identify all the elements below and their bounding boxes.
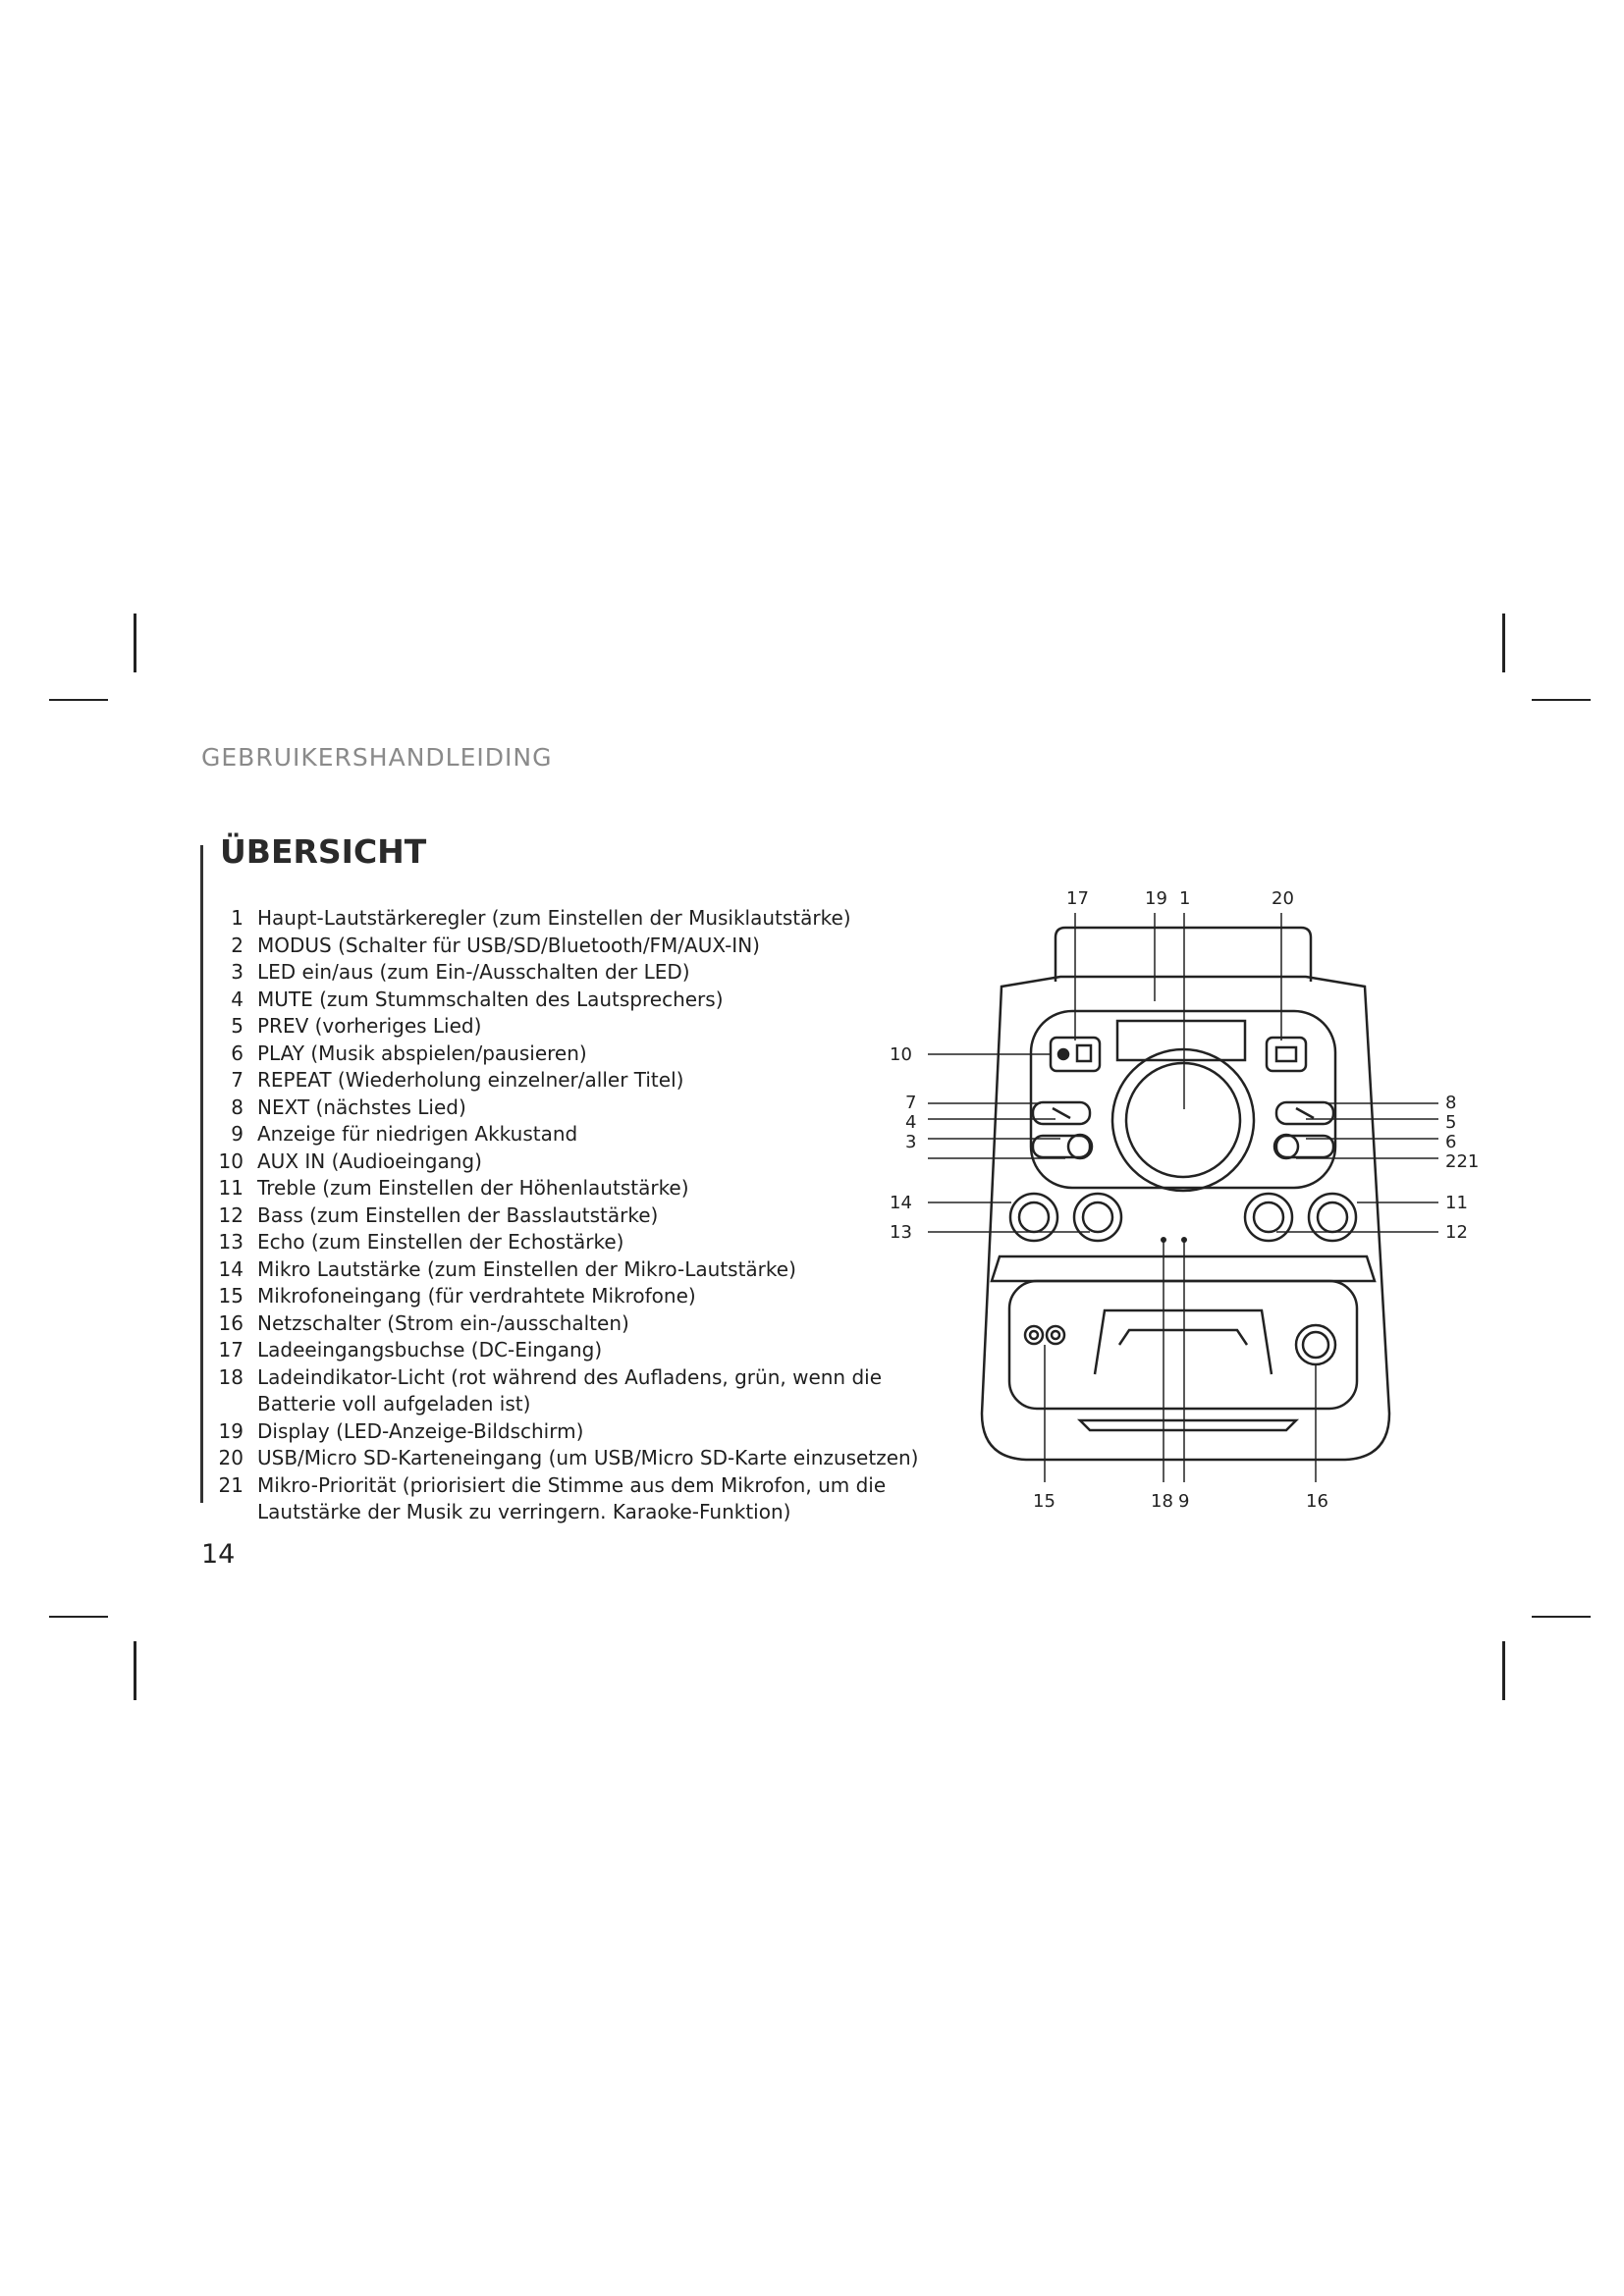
item-text: Mikro-Priorität (priorisiert die Stimme aus dem Mikrofon, um die Lautstärke der Musik zu verringern. Karaoke-Funktion) — [257, 1472, 887, 1523]
callout-11: 11 — [1445, 1193, 1468, 1213]
callout-9: 9 — [1178, 1491, 1190, 1512]
front-band — [992, 1256, 1375, 1281]
list-item — [216, 1013, 923, 1041]
callout-4: 4 — [905, 1112, 917, 1133]
list-item — [216, 1229, 923, 1256]
item-text: Treble (zum Einstellen der Höhenlautstärke) — [257, 1176, 689, 1200]
callout-12: 12 — [1445, 1222, 1468, 1243]
speaker-diagram — [884, 879, 1492, 1526]
callout-16: 16 — [1306, 1491, 1328, 1512]
title-accent-bar — [200, 845, 203, 1503]
item-number: 16 — [218, 1310, 244, 1335]
callout-3: 3 — [905, 1132, 917, 1152]
callout-6: 6 — [1445, 1132, 1457, 1152]
list-item — [216, 1095, 923, 1122]
list-item — [216, 1202, 923, 1230]
page-title: ÜBERSICHT — [220, 832, 427, 871]
callout-20: 20 — [1272, 888, 1294, 909]
item-number: 3 — [231, 960, 244, 984]
echo-knob — [1074, 1194, 1121, 1241]
list-item — [216, 933, 923, 960]
crop-mark — [134, 614, 136, 672]
item-text: Display (LED-Anzeige-Bildschirm) — [257, 1418, 584, 1443]
list-item — [216, 1283, 923, 1310]
item-number: 8 — [231, 1095, 244, 1119]
item-number: 14 — [218, 1256, 244, 1281]
mic-jack — [1025, 1326, 1043, 1344]
item-text: Mikrofoneingang (für verdrahtete Mikrofone) — [257, 1284, 696, 1308]
crop-mark — [1532, 699, 1591, 701]
item-text: USB/Micro SD-Karteneingang (um USB/Micro SD-Karte einzusetzen) — [257, 1446, 919, 1469]
item-number: 19 — [218, 1418, 244, 1443]
list-item — [216, 1148, 923, 1176]
item-text: REPEAT (Wiederholung einzelner/aller Titel) — [257, 1068, 684, 1092]
item-number: 11 — [218, 1176, 244, 1200]
callout-21: 221 — [1445, 1151, 1480, 1172]
item-text: NEXT (nächstes Lied) — [257, 1095, 466, 1119]
item-text: Echo (zum Einstellen der Echostärke) — [257, 1230, 624, 1254]
callout-8: 8 — [1445, 1093, 1457, 1113]
carry-handle — [1056, 928, 1311, 982]
item-text: MUTE (zum Stummschalten des Lautsprechers) — [257, 987, 724, 1011]
item-number: 1 — [231, 906, 244, 930]
callout-18: 18 — [1151, 1491, 1173, 1512]
list-item — [216, 1121, 923, 1148]
component-list — [216, 905, 923, 1526]
item-text: Bass (zum Einstellen der Basslautstärke) — [257, 1202, 659, 1227]
item-text: AUX IN (Audioeingang) — [257, 1148, 482, 1173]
led-display — [1117, 1021, 1245, 1060]
crop-mark — [1502, 1641, 1505, 1700]
mic-jack — [1047, 1326, 1064, 1344]
list-item — [216, 1175, 923, 1202]
crop-mark — [1502, 614, 1505, 672]
list-item — [216, 1445, 923, 1472]
volume-knob — [1112, 1049, 1254, 1191]
bottom-panel — [1009, 1281, 1357, 1409]
crop-mark — [49, 1616, 108, 1618]
item-text: Ladeeingangsbuchse (DC-Eingang) — [257, 1338, 603, 1362]
item-number: 15 — [218, 1284, 244, 1308]
callout-19: 19 — [1145, 888, 1167, 909]
list-item — [216, 1337, 923, 1364]
callout-17: 17 — [1066, 888, 1089, 909]
item-number: 17 — [218, 1338, 244, 1362]
list-item — [216, 1041, 923, 1068]
bass-knob — [1245, 1194, 1292, 1241]
item-text: PLAY (Musik abspielen/pausieren) — [257, 1041, 587, 1065]
page-header: GEBRUIKERSHANDLEIDING — [201, 743, 553, 772]
item-number: 4 — [231, 987, 244, 1011]
list-item — [216, 1067, 923, 1095]
list-item — [216, 987, 923, 1014]
callout-10: 10 — [890, 1044, 912, 1065]
list-item — [216, 1310, 923, 1338]
list-item — [216, 1256, 923, 1284]
item-number: 20 — [218, 1446, 244, 1469]
usb-port — [1267, 1038, 1306, 1071]
item-number: 18 — [218, 1364, 244, 1389]
item-text: MODUS (Schalter für USB/SD/Bluetooth/FM/AUX-IN) — [257, 933, 760, 957]
callout-14: 14 — [890, 1193, 912, 1213]
list-item — [216, 1418, 923, 1446]
item-text: LED ein/aus (zum Ein-/Ausschalten der LED) — [257, 960, 690, 984]
item-number: 12 — [218, 1202, 244, 1227]
list-item — [216, 905, 923, 933]
item-text: PREV (vorheriges Lied) — [257, 1014, 482, 1038]
page-number: 14 — [201, 1539, 236, 1570]
item-number: 2 — [231, 933, 244, 957]
crop-mark — [49, 699, 108, 701]
mic-volume-knob — [1010, 1194, 1057, 1241]
callout-7: 7 — [905, 1093, 917, 1113]
callout-15: 15 — [1033, 1491, 1056, 1512]
list-item — [216, 959, 923, 987]
callout-1: 1 — [1179, 888, 1191, 909]
item-number: 7 — [231, 1068, 244, 1092]
item-number: 6 — [231, 1041, 244, 1065]
item-number: 10 — [218, 1148, 244, 1173]
item-number: 5 — [231, 1014, 244, 1038]
callout-13: 13 — [890, 1222, 912, 1243]
crop-mark — [134, 1641, 136, 1700]
callout-5: 5 — [1445, 1112, 1457, 1133]
item-text: Mikro Lautstärke (zum Einstellen der Mikro-Lautstärke) — [257, 1256, 796, 1281]
item-number: 9 — [231, 1122, 244, 1146]
treble-knob — [1309, 1194, 1356, 1241]
item-number: 21 — [218, 1472, 244, 1497]
item-text: Anzeige für niedrigen Akkustand — [257, 1122, 578, 1146]
item-text: Ladeindikator-Licht (rot während des Aufladens, grün, wenn die Batterie voll aufgeladen ist) — [257, 1364, 883, 1415]
list-item — [216, 1364, 923, 1418]
crop-mark — [1532, 1616, 1591, 1618]
item-text: Haupt-Lautstärkeregler (zum Einstellen der Musiklautstärke) — [257, 906, 851, 930]
item-text: Netzschalter (Strom ein-/ausschalten) — [257, 1310, 629, 1335]
item-number: 13 — [218, 1230, 244, 1254]
list-item — [216, 1472, 923, 1526]
